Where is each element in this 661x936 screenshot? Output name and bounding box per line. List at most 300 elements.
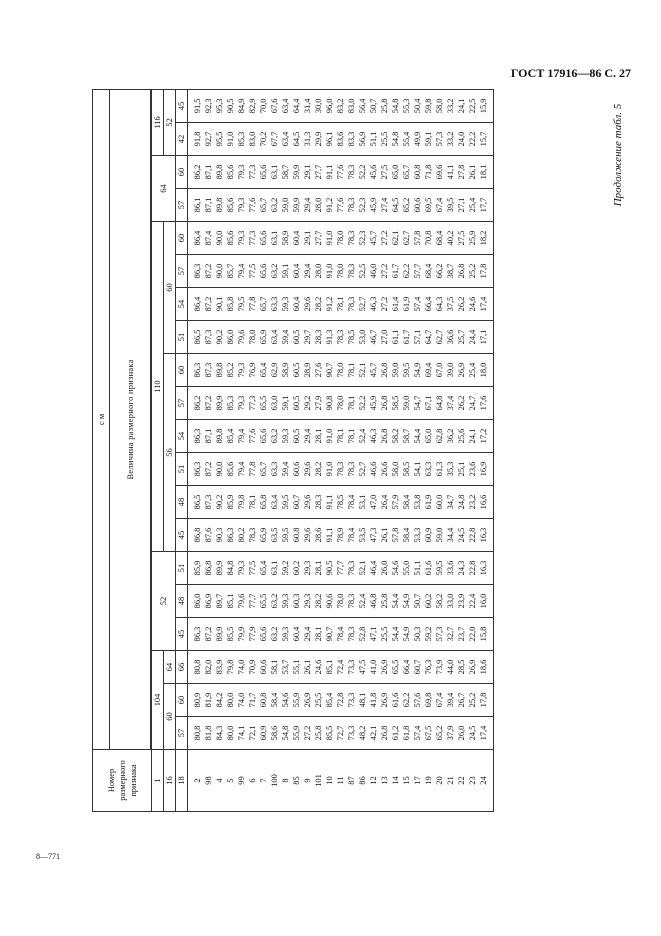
row-feature-number: 23 xyxy=(467,750,478,812)
table-cell: 41,8 xyxy=(368,684,379,717)
column-header: 57 xyxy=(176,255,188,288)
table-cell: 77,7 xyxy=(335,552,346,585)
table-cell: 70,8 xyxy=(423,222,434,255)
table-cell: 53,7 xyxy=(280,651,291,684)
table-cell: 79,8 xyxy=(225,651,236,684)
table-cell: 87,2 xyxy=(203,288,214,321)
continuation-text: Продолжение табл. 5 xyxy=(612,103,624,207)
table-cell: 65,9 xyxy=(258,321,269,354)
table-cell: 45,7 xyxy=(368,222,379,255)
table-cell: 18,6 xyxy=(478,651,494,684)
table-cell: 79,5 xyxy=(236,288,247,321)
table-cell: 26,1 xyxy=(467,156,478,189)
table-cell: 28,2 xyxy=(313,288,324,321)
column-header: 60 xyxy=(176,156,188,189)
table-cell: 91,0 xyxy=(324,222,335,255)
table-cell: 52,4 xyxy=(357,420,368,453)
table-cell: 86,0 xyxy=(188,585,204,618)
table-cell: 59,2 xyxy=(423,618,434,651)
table-cell: 59,4 xyxy=(280,453,291,486)
table-cell: 59,3 xyxy=(280,420,291,453)
table-cell: 90,0 xyxy=(214,255,225,288)
row-feature-number: 14 xyxy=(390,750,401,812)
table-cell: 77,6 xyxy=(247,420,258,453)
table-cell: 24,1 xyxy=(456,89,467,122)
table-cell: 27,7 xyxy=(313,156,324,189)
table-row xyxy=(401,89,412,811)
table-cell: 58,1 xyxy=(269,651,280,684)
table-cell: 25,5 xyxy=(313,684,324,717)
table-cell: 37,4 xyxy=(445,387,456,420)
table-cell: 50,4 xyxy=(412,89,423,122)
table-cell: 23,7 xyxy=(456,618,467,651)
table-cell: 76,9 xyxy=(247,354,258,387)
table-cell: 73,3 xyxy=(346,684,357,717)
table-cell: 86,3 xyxy=(188,255,204,288)
table-cell: 24,6 xyxy=(313,651,324,684)
group-header: 110 xyxy=(152,222,164,552)
row-feature-number: 98 xyxy=(203,750,214,812)
table-cell: 74,0 xyxy=(236,684,247,717)
table-cell: 59,9 xyxy=(291,189,302,222)
table-cell: 29,1 xyxy=(302,156,313,189)
table-cell: 74,0 xyxy=(236,651,247,684)
table-cell: 23,2 xyxy=(467,486,478,519)
table-cell: 64,5 xyxy=(390,189,401,222)
table-cell: 39,5 xyxy=(445,189,456,222)
table-cell: 44,0 xyxy=(445,651,456,684)
table-cell: 17,8 xyxy=(478,684,494,717)
page-header-title: ГОСТ 17916—86 С. 27 xyxy=(510,66,631,80)
row-feature-number: 100 xyxy=(269,750,280,812)
table-cell: 27,2 xyxy=(379,288,390,321)
table-cell: 42,1 xyxy=(368,717,379,750)
table-cell: 35,3 xyxy=(445,453,456,486)
table-cell: 26,9 xyxy=(379,651,390,684)
table-cell: 25,1 xyxy=(456,453,467,486)
table-cell: 27,2 xyxy=(379,222,390,255)
table-cell: 67,4 xyxy=(434,189,445,222)
table-cell: 16,3 xyxy=(478,519,494,552)
table-cell: 77,3 xyxy=(247,222,258,255)
table-cell: 25,7 xyxy=(456,321,467,354)
table-cell: 86,2 xyxy=(188,387,204,420)
table-cell: 84,2 xyxy=(214,684,225,717)
table-cell: 60,5 xyxy=(291,354,302,387)
table-cell: 79,8 xyxy=(236,486,247,519)
table-cell: 29,2 xyxy=(302,387,313,420)
table-cell: 29,4 xyxy=(302,618,313,651)
table-cell: 89,9 xyxy=(214,552,225,585)
table-row xyxy=(225,89,236,811)
table-cell: 17,2 xyxy=(478,420,494,453)
table-cell: 22,8 xyxy=(467,519,478,552)
table-cell: 61,8 xyxy=(401,717,412,750)
table-cell: 72,8 xyxy=(335,684,346,717)
table-cell: 59,3 xyxy=(280,585,291,618)
table-cell: 63,5 xyxy=(269,519,280,552)
table-cell: 54,9 xyxy=(412,354,423,387)
table-cell: 87,3 xyxy=(203,486,214,519)
table-cell: 83,2 xyxy=(335,89,346,122)
table-cell: 52,8 xyxy=(357,618,368,651)
table-cell: 62,8 xyxy=(434,420,445,453)
table-cell: 87,2 xyxy=(203,618,214,651)
table-cell: 60,5 xyxy=(291,321,302,354)
table-cell: 63,3 xyxy=(423,453,434,486)
table-cell: 61,7 xyxy=(390,255,401,288)
table-row xyxy=(478,89,494,811)
table-cell: 80,0 xyxy=(225,684,236,717)
column-header: 57 xyxy=(176,717,188,750)
row-feature-number: 11 xyxy=(335,750,346,812)
table-cell: 54,4 xyxy=(390,585,401,618)
group-header: 52 xyxy=(152,552,176,651)
table-cell: 52,7 xyxy=(357,453,368,486)
table-cell: 65,5 xyxy=(258,387,269,420)
table-cell: 63,4 xyxy=(269,486,280,519)
table-cell: 63,1 xyxy=(269,222,280,255)
table-cell: 65,6 xyxy=(258,618,269,651)
table-cell: 86,1 xyxy=(188,189,204,222)
table-cell: 26,0 xyxy=(456,717,467,750)
table-cell: 23,9 xyxy=(456,585,467,618)
table-cell: 27,7 xyxy=(313,222,324,255)
table-cell: 25,9 xyxy=(467,222,478,255)
table-cell: 60,0 xyxy=(434,486,445,519)
table-cell: 24,7 xyxy=(467,387,478,420)
table-cell: 50,7 xyxy=(412,585,423,618)
table-cell: 29,7 xyxy=(302,321,313,354)
table-cell: 79,3 xyxy=(236,552,247,585)
table-cell: 78,3 xyxy=(346,453,357,486)
table-cell: 29,4 xyxy=(302,420,313,453)
table-cell: 78,3 xyxy=(247,519,258,552)
table-cell: 78,0 xyxy=(335,222,346,255)
row-feature-number: 5 xyxy=(225,750,236,812)
table-cell: 26,7 xyxy=(456,684,467,717)
group-header: 64 xyxy=(152,156,176,222)
table-cell: 52,2 xyxy=(357,387,368,420)
table-cell: 63,2 xyxy=(269,420,280,453)
table-cell: 29,6 xyxy=(302,486,313,519)
table-cell: 65,7 xyxy=(258,288,269,321)
table-cell: 29,6 xyxy=(302,519,313,552)
table-cell: 58,4 xyxy=(401,486,412,519)
table-cell: 78,3 xyxy=(346,189,357,222)
table-cell: 59,0 xyxy=(390,354,401,387)
table-cell: 66,2 xyxy=(434,255,445,288)
table-cell: 27,5 xyxy=(456,222,467,255)
table-cell: 53,3 xyxy=(412,519,423,552)
table-cell: 40,2 xyxy=(445,222,456,255)
table-cell: 65,6 xyxy=(258,255,269,288)
table-cell: 69,5 xyxy=(423,189,434,222)
table-cell: 29,4 xyxy=(302,255,313,288)
table-cell: 60,4 xyxy=(291,288,302,321)
table-cell: 57,4 xyxy=(412,288,423,321)
table-cell: 59,8 xyxy=(423,89,434,122)
table-cell: 17,4 xyxy=(478,717,494,750)
table-cell: 27,6 xyxy=(313,354,324,387)
table-cell: 60,5 xyxy=(291,420,302,453)
table-cell: 59,0 xyxy=(280,189,291,222)
table-row xyxy=(302,89,313,811)
table-cell: 90,7 xyxy=(324,618,335,651)
table-cell: 53,5 xyxy=(357,519,368,552)
table-cell: 64,3 xyxy=(434,288,445,321)
table-cell: 78,1 xyxy=(346,354,357,387)
table-cell: 32,7 xyxy=(445,618,456,651)
table-cell: 57,9 xyxy=(390,486,401,519)
table-cell: 59,3 xyxy=(280,618,291,651)
table-cell: 65,2 xyxy=(401,189,412,222)
table-cell: 16,9 xyxy=(478,453,494,486)
table-cell: 59,1 xyxy=(280,387,291,420)
table-cell: 60,7 xyxy=(291,486,302,519)
table-cell: 61,6 xyxy=(390,684,401,717)
table-cell: 24,8 xyxy=(456,486,467,519)
column-header: 48 xyxy=(176,585,188,618)
table-cell: 91,1 xyxy=(324,156,335,189)
table-cell: 28,5 xyxy=(456,651,467,684)
table-cell: 65,5 xyxy=(258,585,269,618)
table-cell: 16,0 xyxy=(478,585,494,618)
table-cell: 38,7 xyxy=(445,255,456,288)
table-row xyxy=(247,89,258,811)
column-header: 57 xyxy=(176,189,188,222)
continuation-label xyxy=(611,100,625,210)
table-cell: 60,6 xyxy=(258,651,269,684)
table-cell: 86,4 xyxy=(188,222,204,255)
table-cell: 69,4 xyxy=(423,354,434,387)
table-cell: 63,2 xyxy=(269,585,280,618)
table-cell: 61,3 xyxy=(434,453,445,486)
table-cell: 26,2 xyxy=(456,288,467,321)
table-cell: 39,0 xyxy=(445,354,456,387)
table-cell: 66,4 xyxy=(401,651,412,684)
page-footer-code: 8—771 xyxy=(36,852,60,861)
table-cell: 77,6 xyxy=(335,156,346,189)
size-measurements-table xyxy=(92,89,494,812)
column-header: 60 xyxy=(176,684,188,717)
table-row xyxy=(434,89,445,811)
table-cell: 70,9 xyxy=(247,651,258,684)
table-cell: 62,7 xyxy=(401,222,412,255)
table-cell: 27,1 xyxy=(456,189,467,222)
table-cell: 67,4 xyxy=(434,684,445,717)
table-cell: 27,5 xyxy=(379,156,390,189)
table-cell: 79,6 xyxy=(236,321,247,354)
table-cell: 80,0 xyxy=(225,717,236,750)
row-feature-number: 85 xyxy=(291,750,302,812)
table-cell: 78,1 xyxy=(247,486,258,519)
table-cell: 29,3 xyxy=(302,552,313,585)
table-cell: 78,1 xyxy=(346,387,357,420)
table-cell: 25,8 xyxy=(313,717,324,750)
table-cell: 60,8 xyxy=(258,684,269,717)
table-cell: 18,1 xyxy=(478,156,494,189)
table-row xyxy=(236,89,247,811)
table-cell: 55,1 xyxy=(291,651,302,684)
table-row xyxy=(280,89,291,811)
table-cell: 63,1 xyxy=(269,156,280,189)
table-cell: 83,9 xyxy=(214,651,225,684)
subgroup-header: 60 xyxy=(164,684,176,750)
table-cell: 84,3 xyxy=(214,717,225,750)
row-feature-number: 4 xyxy=(214,750,225,812)
table-cell: 91,2 xyxy=(324,189,335,222)
table-cell: 58,0 xyxy=(390,453,401,486)
table-cell: 60,8 xyxy=(412,156,423,189)
table-cell: 78,1 xyxy=(335,420,346,453)
table-cell: 46,0 xyxy=(368,255,379,288)
table-cell: 65,7 xyxy=(258,189,269,222)
table-cell: 78,3 xyxy=(346,156,357,189)
table-cell: 59,5 xyxy=(280,519,291,552)
table-cell: 26,9 xyxy=(302,684,313,717)
table-cell: 57,8 xyxy=(412,222,423,255)
table-cell: 78,4 xyxy=(346,486,357,519)
table-cell: 25,8 xyxy=(379,89,390,122)
table-cell: 56,4 xyxy=(357,89,368,122)
table-cell: 63,0 xyxy=(269,387,280,420)
table-cell: 59,9 xyxy=(291,156,302,189)
table-cell: 72,7 xyxy=(335,717,346,750)
table-cell: 79,4 xyxy=(236,453,247,486)
table-cell: 26,0 xyxy=(379,552,390,585)
table-cell: 87,1 xyxy=(203,156,214,189)
table-cell: 57,3 xyxy=(434,123,445,156)
table-cell: 52,4 xyxy=(357,585,368,618)
row-feature-number: 7 xyxy=(258,750,269,812)
table-cell: 61,2 xyxy=(390,717,401,750)
column-header: 42 xyxy=(176,123,188,156)
table-cell: 81,8 xyxy=(203,717,214,750)
table-cell: 65,6 xyxy=(258,156,269,189)
table-cell: 60,4 xyxy=(291,222,302,255)
table-cell: 79,3 xyxy=(236,354,247,387)
table-cell: 37,9 xyxy=(445,717,456,750)
table-cell: 55,4 xyxy=(401,123,412,156)
table-cell: 52,1 xyxy=(357,552,368,585)
table-cell: 77,5 xyxy=(247,255,258,288)
table-cell: 37,5 xyxy=(445,288,456,321)
table-cell: 80,8 xyxy=(188,717,204,750)
table-cell: 78,4 xyxy=(346,519,357,552)
row-feature-number: 10 xyxy=(324,750,335,812)
table-cell: 48,2 xyxy=(357,717,368,750)
table-cell: 70,0 xyxy=(258,89,269,122)
table-cell: 90,6 xyxy=(324,585,335,618)
table-cell: 24,1 xyxy=(467,420,478,453)
subgroup-header: 64 xyxy=(164,651,176,684)
table-cell: 29,1 xyxy=(302,222,313,255)
table-cell: 85,6 xyxy=(225,222,236,255)
table-cell: 52,3 xyxy=(357,222,368,255)
table-cell: 58,4 xyxy=(401,519,412,552)
table-cell: 28,6 xyxy=(313,519,324,552)
column-header: 54 xyxy=(176,288,188,321)
column-header: 60 xyxy=(176,222,188,255)
table-cell: 96,0 xyxy=(324,89,335,122)
column-header: 57 xyxy=(176,387,188,420)
table-cell: 39,4 xyxy=(445,684,456,717)
table-cell: 55,0 xyxy=(401,552,412,585)
table-cell: 95,5 xyxy=(214,123,225,156)
table-cell: 60,3 xyxy=(291,585,302,618)
table-cell: 25,8 xyxy=(379,585,390,618)
table-cell: 45,9 xyxy=(368,387,379,420)
column-header: 48 xyxy=(176,486,188,519)
table-cell: 91,1 xyxy=(324,486,335,519)
table-cell: 90,7 xyxy=(324,354,335,387)
table-cell: 87,2 xyxy=(203,255,214,288)
table-cell: 63,2 xyxy=(269,255,280,288)
table-cell: 25,5 xyxy=(379,618,390,651)
table-cell: 26,9 xyxy=(379,684,390,717)
table-cell: 25,4 xyxy=(467,189,478,222)
table-cell: 58,7 xyxy=(401,420,412,453)
table-cell: 22,4 xyxy=(467,585,478,618)
table-cell: 86,8 xyxy=(188,519,204,552)
table-cell: 25,5 xyxy=(379,123,390,156)
table-cell: 46,3 xyxy=(368,288,379,321)
header-size-number: 16 xyxy=(164,750,176,812)
table-cell: 57,7 xyxy=(412,255,423,288)
table-cell: 89,9 xyxy=(214,387,225,420)
table-cell: 85,5 xyxy=(324,717,335,750)
table-cell: 91,1 xyxy=(324,519,335,552)
table-row xyxy=(203,89,214,811)
table-cell: 65,0 xyxy=(423,420,434,453)
table-cell: 54,8 xyxy=(390,123,401,156)
table-row xyxy=(291,89,302,811)
table-cell: 25,2 xyxy=(467,255,478,288)
table-row xyxy=(313,89,324,811)
table-cell: 31,3 xyxy=(302,123,313,156)
table-cell: 89,8 xyxy=(214,354,225,387)
table-cell: 58,5 xyxy=(390,387,401,420)
table-cell: 24,4 xyxy=(467,321,478,354)
table-cell: 55,3 xyxy=(401,89,412,122)
table-cell: 78,9 xyxy=(335,519,346,552)
table-row xyxy=(214,89,225,811)
table-cell: 54,8 xyxy=(390,89,401,122)
table-cell: 47,1 xyxy=(368,618,379,651)
table-cell: 22,2 xyxy=(467,123,478,156)
table-cell: 63,3 xyxy=(269,453,280,486)
value-header: Величина размерного признака xyxy=(110,89,151,749)
table-cell: 86,5 xyxy=(188,486,204,519)
table-cell: 73,3 xyxy=(346,717,357,750)
table-cell: 29,4 xyxy=(302,189,313,222)
table-cell: 82,0 xyxy=(203,651,214,684)
table-row xyxy=(445,89,456,811)
table-cell: 65,6 xyxy=(258,420,269,453)
table-row xyxy=(379,89,390,811)
table-cell: 26,4 xyxy=(379,486,390,519)
table-cell: 55,9 xyxy=(291,717,302,750)
table-row xyxy=(390,89,401,811)
table-cell: 60,9 xyxy=(258,717,269,750)
subgroup-header: 60 xyxy=(164,222,176,354)
table-cell: 77,9 xyxy=(247,618,258,651)
column-header: 51 xyxy=(176,321,188,354)
table-cell: 26,8 xyxy=(379,354,390,387)
table-cell: 47,0 xyxy=(368,486,379,519)
table-cell: 79,3 xyxy=(236,222,247,255)
